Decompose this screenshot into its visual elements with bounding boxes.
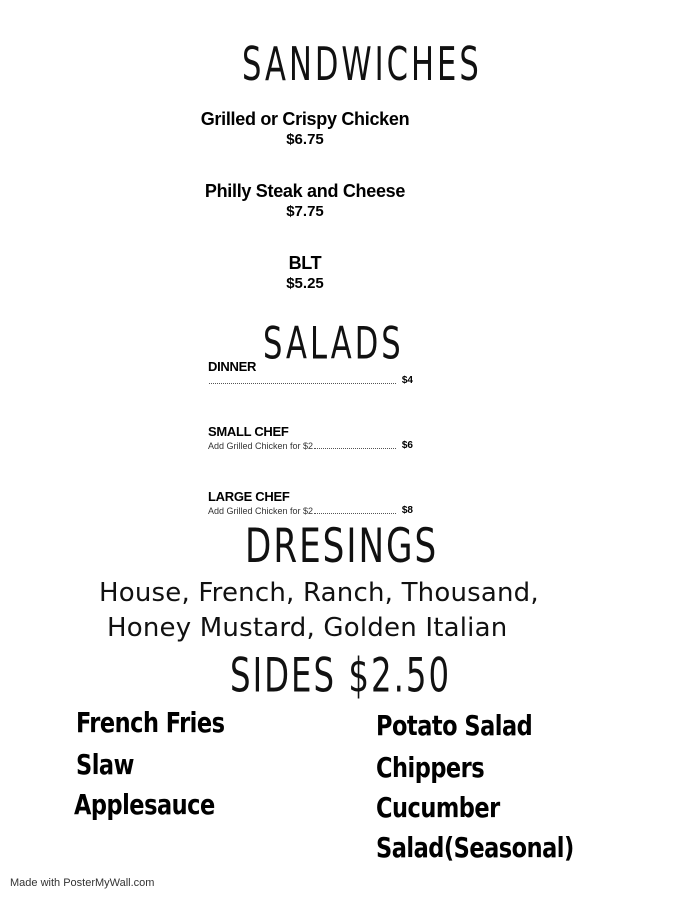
sandwich-item	[190, 252, 420, 294]
sandwich-name: Philly Steak and Cheese	[204, 181, 406, 201]
sandwich-price: $6.75	[286, 131, 324, 148]
side-item: Salad(Seasonal)	[376, 831, 574, 864]
sandwich-name: Grilled or Crispy Chicken	[200, 109, 410, 129]
dressings-line-1: House, French, Ranch, Thousand,	[99, 578, 539, 608]
salad-item	[208, 359, 413, 387]
salad-description: Add Grilled Chicken for $2	[208, 506, 314, 516]
dot-leader	[314, 513, 396, 514]
side-item: Chippers	[376, 751, 485, 784]
salad-name: DINNER	[208, 359, 257, 374]
sandwich-item	[190, 108, 420, 150]
sandwich-name: BLT	[288, 253, 322, 273]
salad-item	[208, 489, 413, 517]
sandwiches-heading: SANDWICHES	[242, 38, 482, 92]
salad-price-row	[208, 440, 413, 452]
dressings-line-2: Honey Mustard, Golden Italian	[107, 613, 508, 643]
dot-leader	[209, 383, 396, 384]
sandwich-price: $7.75	[286, 203, 324, 220]
salad-price: $6	[401, 440, 413, 451]
dressings-heading: DRESINGS	[245, 518, 439, 573]
salad-name: LARGE CHEF	[208, 489, 290, 504]
side-item: Potato Salad	[376, 709, 533, 742]
side-item: Cucumber	[376, 791, 500, 824]
salad-price: $4	[401, 375, 413, 386]
sides-heading: SIDES $2.50	[230, 650, 452, 704]
sandwich-price: $5.25	[286, 275, 324, 292]
sandwich-item	[190, 180, 420, 222]
salad-name: SMALL CHEF	[208, 424, 289, 439]
salad-price-row	[208, 505, 413, 517]
dressings-list	[90, 576, 550, 646]
salad-item	[208, 424, 413, 452]
side-item: Applesauce	[74, 788, 215, 821]
footer-credit: Made with PosterMyWall.com	[10, 877, 155, 889]
salad-price-row	[208, 375, 413, 387]
dot-leader	[314, 448, 396, 449]
salad-description: Add Grilled Chicken for $2	[208, 441, 314, 451]
salads-heading: SALADS	[263, 318, 404, 370]
salad-price: $8	[401, 505, 413, 516]
side-item: Slaw	[76, 748, 134, 781]
side-item: French Fries	[76, 706, 225, 739]
